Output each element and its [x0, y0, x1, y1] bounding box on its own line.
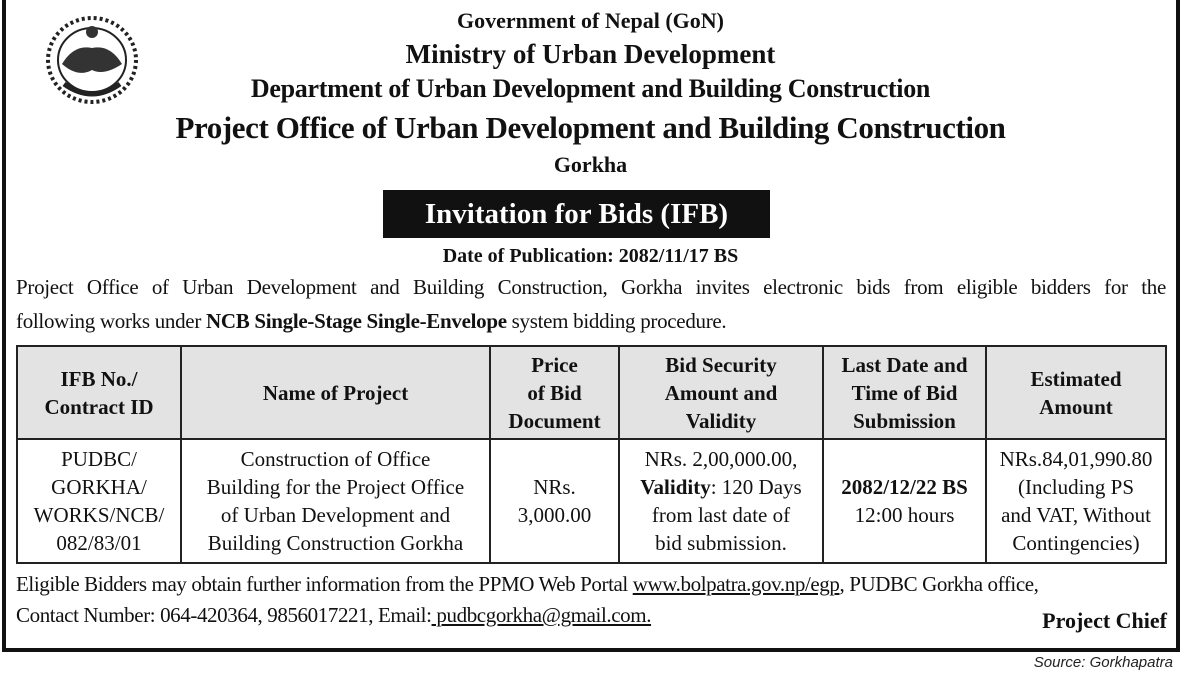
cell-project: Construction of Office Building for the Project Office of Urban Development and Building Construction Gorkha: [181, 439, 490, 563]
cell-ifb: PUDBC/ GORKHA/ WORKS/NCB/ 082/83/01: [17, 439, 181, 563]
table-row: [17, 439, 1166, 563]
publication-date: Date of Publication: 2082/11/17 BS: [442, 245, 739, 267]
department-heading: Department of Urban Development and Building Construction: [250, 74, 931, 103]
gov-heading: Government of Nepal (GoN): [456, 8, 724, 33]
intro-text: following works under: [16, 309, 206, 333]
signature: Project Chief: [1042, 608, 1167, 633]
notice-title: Invitation for Bids (IFB): [383, 190, 770, 238]
ministry-heading: Ministry of Urban Development: [405, 39, 776, 69]
cell-deadline: 2082/12/22 BS 12:00 hours: [823, 439, 986, 563]
intro-text-end: system bidding procedure.: [506, 309, 727, 333]
col-deadline: Last Date and Time of Bid Submission: [823, 346, 986, 439]
table-header-row: [17, 346, 1166, 439]
bolpatra-link[interactable]: www.bolpatra.gov.np/egp: [632, 572, 840, 596]
col-ifb: IFB No./ Contract ID: [17, 346, 181, 439]
contact-text: Contact Number: 064-420364, 9856017221, Email:: [16, 603, 432, 627]
cell-security: NRs. 2,00,000.00, Validity: 120 Days from last date of bid submission.: [619, 439, 823, 563]
footer-text-end: , PUDBC Gorkha office,: [839, 572, 1039, 596]
col-price: Price of Bid Document: [490, 346, 619, 439]
footer-line-1: [16, 572, 1166, 597]
source-credit: Source: Gorkhapatra: [1033, 654, 1173, 671]
office-heading: Project Office of Urban Development and Building Construction: [175, 110, 1006, 145]
bid-table: [16, 345, 1167, 564]
footer-text: Eligible Bidders may obtain further information from the PPMO Web Portal: [16, 572, 633, 596]
cell-price: NRs. 3,000.00: [490, 439, 619, 563]
location-heading: Gorkha: [553, 152, 628, 177]
col-security: Bid Security Amount and Validity: [619, 346, 823, 439]
procedure-type: NCB Single-Stage Single-Envelope: [205, 309, 507, 333]
intro-line-2: [16, 307, 1166, 335]
footer-line-2: [16, 603, 1166, 628]
intro-line-1: Project Office of Urban Development and Building Construction, Gorkha invites electronic bids from eligible bidders for the: [16, 275, 1166, 299]
cell-estimate: NRs.84,01,990.80 (Including PS and VAT, Without Contingencies): [986, 439, 1166, 563]
col-project: Name of Project: [181, 346, 490, 439]
col-estimate: Estimated Amount: [986, 346, 1166, 439]
email-link[interactable]: pudbcgorkha@gmail.com.: [431, 603, 652, 627]
